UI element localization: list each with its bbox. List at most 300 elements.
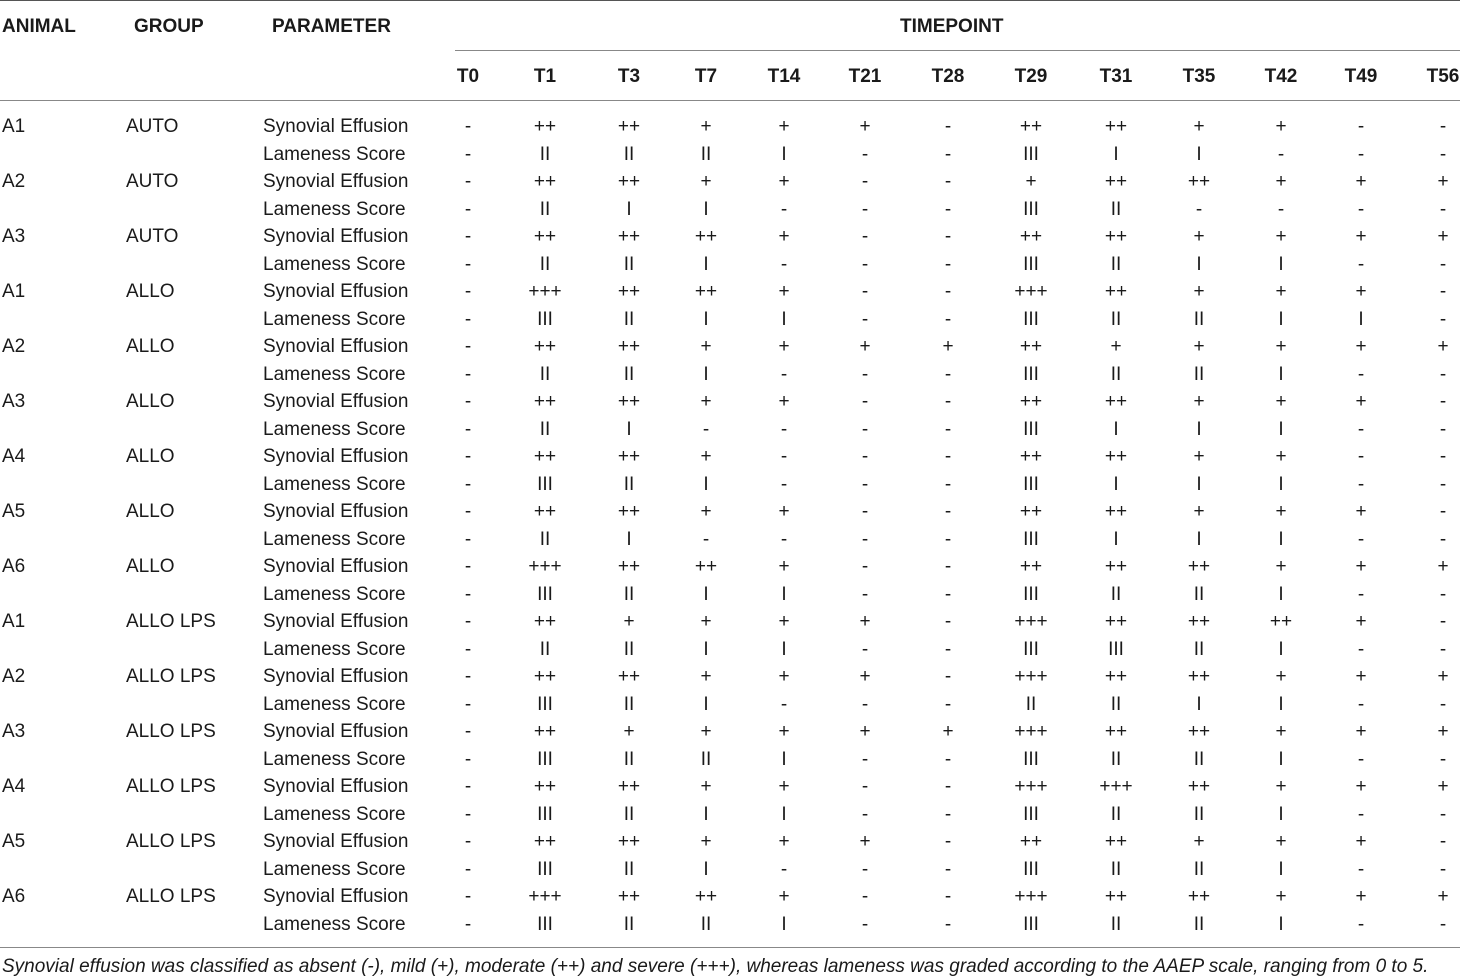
value-cell: II — [1193, 583, 1205, 605]
value-cell: II — [1110, 858, 1122, 880]
value-cell: III — [1023, 528, 1039, 550]
value-cell: - — [861, 803, 869, 825]
value-cell: - — [861, 501, 869, 522]
value-cell: III — [1023, 913, 1039, 935]
value-cell: II — [623, 693, 635, 715]
value-cell: - — [1439, 803, 1447, 825]
value-cell: I — [781, 583, 787, 605]
value-cell: III — [1023, 748, 1039, 770]
value-cell: +++ — [1099, 776, 1133, 797]
value-cell: III — [1108, 638, 1124, 660]
value-cell: + — [700, 171, 712, 192]
value-cell: III — [1023, 363, 1039, 385]
value-cell: - — [861, 886, 869, 907]
value-cell: + — [1275, 336, 1287, 357]
value-cell: + — [1275, 831, 1287, 852]
value-cell: - — [464, 336, 472, 357]
value-cell: - — [861, 528, 869, 550]
value-cell: ++ — [617, 776, 641, 797]
value-cell: - — [464, 748, 472, 770]
value-cell: - — [944, 446, 952, 467]
value-cell: - — [780, 253, 788, 275]
value-cell: - — [944, 473, 952, 495]
value-cell: + — [700, 501, 712, 522]
value-cell: - — [1439, 748, 1447, 770]
value-cell: - — [464, 281, 472, 302]
parameter-cell: Lameness Score — [263, 913, 406, 935]
value-cell: - — [464, 666, 472, 687]
table-row — [0, 361, 1460, 389]
value-cell: - — [464, 721, 472, 742]
parameter-cell: Synovial Effusion — [263, 611, 409, 632]
value-cell: I — [1278, 748, 1284, 770]
table-row — [0, 251, 1460, 279]
value-cell: + — [1437, 776, 1449, 797]
value-cell: + — [1275, 886, 1287, 907]
value-cell: + — [1193, 831, 1205, 852]
parameter-cell: Lameness Score — [263, 638, 406, 660]
value-cell: ++ — [617, 886, 641, 907]
table-row — [0, 828, 1460, 856]
value-cell: I — [781, 638, 787, 660]
timepoint-header: T7 — [694, 66, 718, 87]
value-cell: + — [778, 886, 790, 907]
value-cell: I — [1358, 308, 1364, 330]
value-cell: - — [464, 226, 472, 247]
value-cell: II — [1110, 308, 1122, 330]
value-cell: ++ — [1104, 556, 1128, 577]
value-cell: II — [623, 473, 635, 495]
value-cell: II — [700, 748, 712, 770]
value-cell: + — [700, 446, 712, 467]
value-cell: - — [464, 473, 472, 495]
value-cell: II — [700, 913, 712, 935]
value-cell: II — [539, 418, 551, 440]
value-cell: - — [780, 473, 788, 495]
value-cell: + — [942, 336, 954, 357]
animal-cell: A3 — [2, 721, 26, 742]
value-cell: + — [1437, 226, 1449, 247]
value-cell: ++ — [533, 611, 557, 632]
value-cell: - — [1357, 143, 1365, 165]
value-cell: - — [1439, 611, 1447, 632]
value-cell: + — [1275, 501, 1287, 522]
value-cell: - — [1195, 198, 1203, 220]
group-cell: ALLO — [126, 556, 175, 577]
value-cell: - — [1439, 116, 1447, 137]
parameter-cell: Lameness Score — [263, 748, 406, 770]
value-cell: ++ — [694, 281, 718, 302]
timepoint-header: T1 — [533, 66, 557, 87]
value-cell: + — [1193, 116, 1205, 137]
value-cell: II — [623, 748, 635, 770]
value-cell: I — [1278, 363, 1284, 385]
value-cell: III — [537, 473, 553, 495]
table-bottom-rule — [0, 947, 1460, 948]
value-cell: - — [944, 143, 952, 165]
value-cell: II — [539, 253, 551, 275]
value-cell: - — [464, 418, 472, 440]
value-cell: + — [859, 831, 871, 852]
parameter-cell: Synovial Effusion — [263, 556, 409, 577]
group-cell: ALLO — [126, 336, 175, 357]
group-cell: ALLO LPS — [126, 776, 216, 797]
value-cell: + — [623, 611, 635, 632]
value-cell: II — [623, 638, 635, 660]
group-cell: ALLO LPS — [126, 831, 216, 852]
table-row — [0, 883, 1460, 911]
value-cell: - — [1439, 858, 1447, 880]
value-cell: II — [1110, 583, 1122, 605]
value-cell: - — [1439, 198, 1447, 220]
value-cell: - — [944, 363, 952, 385]
value-cell: + — [778, 391, 790, 412]
value-cell: I — [703, 803, 709, 825]
timepoint-header: T29 — [1014, 66, 1048, 87]
value-cell: - — [1439, 913, 1447, 935]
value-cell: + — [1193, 281, 1205, 302]
timepoint-header: T14 — [767, 66, 801, 87]
value-cell: I — [1278, 858, 1284, 880]
value-cell: ++ — [617, 831, 641, 852]
value-cell: ++ — [1104, 116, 1128, 137]
animal-cell: A1 — [2, 611, 26, 632]
value-cell: - — [464, 611, 472, 632]
value-cell: - — [861, 776, 869, 797]
value-cell: II — [1193, 308, 1205, 330]
timepoint-header: T31 — [1099, 66, 1133, 87]
value-cell: III — [1023, 583, 1039, 605]
value-cell: II — [1110, 803, 1122, 825]
value-cell: ++ — [617, 281, 641, 302]
value-cell: + — [859, 116, 871, 137]
value-cell: ++ — [617, 336, 641, 357]
timepoint-header: T56 — [1426, 66, 1460, 87]
value-cell: + — [1275, 226, 1287, 247]
value-cell: - — [861, 253, 869, 275]
value-cell: + — [1355, 171, 1367, 192]
value-cell: + — [1193, 501, 1205, 522]
value-cell: I — [703, 473, 709, 495]
parameter-cell: Lameness Score — [263, 253, 406, 275]
animal-cell: A3 — [2, 226, 26, 247]
value-cell: ++ — [694, 556, 718, 577]
animal-cell: A6 — [2, 886, 26, 907]
timepoint-header: T3 — [617, 66, 641, 87]
timepoint-header: T42 — [1264, 66, 1298, 87]
value-cell: - — [1439, 528, 1447, 550]
value-cell: I — [1196, 143, 1202, 165]
animal-cell: A5 — [2, 501, 26, 522]
value-cell: ++ — [1104, 226, 1128, 247]
value-cell: + — [778, 721, 790, 742]
value-cell: II — [623, 253, 635, 275]
value-cell: ++ — [1019, 446, 1043, 467]
top-rule — [0, 0, 1460, 1]
value-cell: + — [1275, 281, 1287, 302]
value-cell: I — [1196, 473, 1202, 495]
value-cell: + — [1275, 721, 1287, 742]
header-animal: ANIMAL — [2, 16, 76, 37]
value-cell: II — [623, 803, 635, 825]
value-cell: + — [1355, 666, 1367, 687]
value-cell: ++ — [1187, 171, 1211, 192]
value-cell: - — [861, 226, 869, 247]
value-cell: - — [1357, 638, 1365, 660]
value-cell: + — [1355, 556, 1367, 577]
value-cell: ++ — [1104, 666, 1128, 687]
value-cell: - — [944, 391, 952, 412]
value-cell: - — [861, 858, 869, 880]
table-row — [0, 856, 1460, 884]
value-cell: II — [1193, 363, 1205, 385]
value-cell: +++ — [1014, 281, 1048, 302]
value-cell: I — [1278, 638, 1284, 660]
value-cell: ++ — [533, 226, 557, 247]
value-cell: II — [1110, 693, 1122, 715]
parameter-cell: Synovial Effusion — [263, 281, 409, 302]
value-cell: - — [1439, 831, 1447, 852]
value-cell: - — [464, 171, 472, 192]
value-cell: +++ — [1014, 721, 1048, 742]
value-cell: + — [1437, 721, 1449, 742]
value-cell: I — [703, 638, 709, 660]
value-cell: II — [623, 308, 635, 330]
value-cell: - — [861, 363, 869, 385]
value-cell: ++ — [1019, 556, 1043, 577]
value-cell: II — [1110, 913, 1122, 935]
value-cell: + — [1275, 776, 1287, 797]
value-cell: - — [464, 528, 472, 550]
parameter-cell: Synovial Effusion — [263, 666, 409, 687]
value-cell: ++ — [1269, 611, 1293, 632]
table-row — [0, 141, 1460, 169]
value-cell: - — [944, 886, 952, 907]
parameter-cell: Synovial Effusion — [263, 336, 409, 357]
value-cell: II — [539, 143, 551, 165]
parameter-cell: Lameness Score — [263, 198, 406, 220]
value-cell: ++ — [1187, 886, 1211, 907]
value-cell: - — [944, 308, 952, 330]
value-cell: - — [1439, 418, 1447, 440]
value-cell: + — [1355, 831, 1367, 852]
parameter-cell: Lameness Score — [263, 418, 406, 440]
value-cell: I — [1196, 528, 1202, 550]
value-cell: - — [944, 858, 952, 880]
value-cell: + — [778, 226, 790, 247]
header-timepoint: TIMEPOINT — [900, 16, 1004, 37]
value-cell: II — [539, 528, 551, 550]
value-cell: - — [1357, 116, 1365, 137]
value-cell: - — [464, 391, 472, 412]
value-cell: + — [700, 721, 712, 742]
value-cell: + — [700, 666, 712, 687]
value-cell: ++ — [533, 446, 557, 467]
value-cell: - — [1357, 803, 1365, 825]
value-cell: - — [1277, 143, 1285, 165]
value-cell: II — [623, 858, 635, 880]
value-cell: I — [1113, 473, 1119, 495]
parameter-cell: Synovial Effusion — [263, 886, 409, 907]
value-cell: - — [944, 913, 952, 935]
footnote: Synovial effusion was classified as absent (-), mild (+), moderate (++) and severe (+++), whereas lameness was graded according to the AAEP scale, ranging from 0 to 5. — [2, 956, 1429, 977]
value-cell: ++ — [617, 226, 641, 247]
group-cell: ALLO LPS — [126, 666, 216, 687]
value-cell: I — [781, 308, 787, 330]
value-cell: - — [1357, 363, 1365, 385]
timepoint-header: T35 — [1182, 66, 1216, 87]
value-cell: + — [778, 336, 790, 357]
value-cell: + — [778, 611, 790, 632]
value-cell: - — [944, 253, 952, 275]
value-cell: I — [703, 198, 709, 220]
value-cell: - — [1439, 363, 1447, 385]
table-row — [0, 553, 1460, 581]
value-cell: I — [1278, 528, 1284, 550]
value-cell: +++ — [1014, 776, 1048, 797]
value-cell: III — [537, 803, 553, 825]
value-cell: - — [944, 583, 952, 605]
parameter-cell: Lameness Score — [263, 363, 406, 385]
value-cell: III — [537, 693, 553, 715]
value-cell: - — [861, 556, 869, 577]
header-parameter: PARAMETER — [272, 16, 391, 37]
value-cell: - — [861, 693, 869, 715]
value-cell: - — [944, 776, 952, 797]
value-cell: - — [944, 638, 952, 660]
value-cell: - — [944, 693, 952, 715]
value-cell: - — [1357, 748, 1365, 770]
timepoint-header: T28 — [931, 66, 965, 87]
value-cell: + — [778, 171, 790, 192]
value-cell: - — [1439, 473, 1447, 495]
table-row — [0, 471, 1460, 499]
value-cell: I — [1196, 693, 1202, 715]
value-cell: - — [702, 528, 710, 550]
value-cell: I — [1278, 693, 1284, 715]
value-cell: + — [1275, 116, 1287, 137]
animal-cell: A4 — [2, 776, 26, 797]
group-cell: AUTO — [126, 226, 179, 247]
animal-cell: A2 — [2, 666, 26, 687]
table-row — [0, 223, 1460, 251]
value-cell: + — [1437, 666, 1449, 687]
value-cell: + — [1025, 171, 1037, 192]
value-cell: + — [1193, 391, 1205, 412]
value-cell: - — [1357, 913, 1365, 935]
value-cell: + — [1355, 721, 1367, 742]
value-cell: + — [778, 556, 790, 577]
value-cell: I — [703, 253, 709, 275]
value-cell: + — [1355, 611, 1367, 632]
value-cell: II — [539, 198, 551, 220]
table-row — [0, 306, 1460, 334]
value-cell: II — [539, 638, 551, 660]
value-cell: + — [700, 611, 712, 632]
value-cell: ++ — [617, 116, 641, 137]
value-cell: - — [464, 638, 472, 660]
timepoint-rule — [455, 50, 1460, 51]
group-cell: ALLO — [126, 391, 175, 412]
value-cell: II — [623, 913, 635, 935]
value-cell: - — [944, 418, 952, 440]
value-cell: - — [1277, 198, 1285, 220]
value-cell: I — [1278, 418, 1284, 440]
value-cell: - — [861, 171, 869, 192]
animal-cell: A5 — [2, 831, 26, 852]
value-cell: ++ — [533, 116, 557, 137]
value-cell: - — [464, 693, 472, 715]
value-cell: - — [944, 748, 952, 770]
table-row — [0, 691, 1460, 719]
parameter-cell: Synovial Effusion — [263, 776, 409, 797]
value-cell: - — [780, 418, 788, 440]
value-cell: ++ — [533, 171, 557, 192]
value-cell: - — [780, 528, 788, 550]
table-row — [0, 278, 1460, 306]
value-cell: - — [1439, 583, 1447, 605]
value-cell: - — [944, 803, 952, 825]
value-cell: II — [1193, 748, 1205, 770]
value-cell: - — [944, 831, 952, 852]
value-cell: ++ — [1019, 391, 1043, 412]
value-cell: - — [861, 748, 869, 770]
value-cell: II — [623, 363, 635, 385]
animal-cell: A1 — [2, 281, 26, 302]
group-cell: ALLO LPS — [126, 611, 216, 632]
value-cell: +++ — [1014, 666, 1048, 687]
parameter-cell: Synovial Effusion — [263, 446, 409, 467]
value-cell: I — [626, 418, 632, 440]
value-cell: ++ — [1187, 776, 1211, 797]
value-cell: I — [781, 143, 787, 165]
parameter-cell: Synovial Effusion — [263, 226, 409, 247]
value-cell: ++ — [1104, 886, 1128, 907]
value-cell: + — [1355, 336, 1367, 357]
table-row — [0, 333, 1460, 361]
value-cell: III — [537, 748, 553, 770]
value-cell: - — [861, 391, 869, 412]
value-cell: + — [1437, 556, 1449, 577]
value-cell: - — [944, 226, 952, 247]
value-cell: - — [780, 693, 788, 715]
value-cell: ++ — [1187, 556, 1211, 577]
group-cell: ALLO — [126, 281, 175, 302]
value-cell: - — [780, 198, 788, 220]
value-cell: - — [464, 363, 472, 385]
value-cell: + — [859, 666, 871, 687]
animal-cell: A1 — [2, 116, 26, 137]
value-cell: ++ — [617, 556, 641, 577]
value-cell: - — [464, 501, 472, 522]
value-cell: I — [1278, 913, 1284, 935]
value-cell: II — [1193, 858, 1205, 880]
value-cell: + — [1355, 391, 1367, 412]
parameter-cell: Synovial Effusion — [263, 116, 409, 137]
value-cell: II — [623, 143, 635, 165]
value-cell: ++ — [617, 171, 641, 192]
value-cell: + — [1437, 886, 1449, 907]
table-row — [0, 911, 1460, 939]
value-cell: - — [464, 886, 472, 907]
value-cell: ++ — [617, 391, 641, 412]
value-cell: + — [859, 611, 871, 632]
parameter-cell: Lameness Score — [263, 693, 406, 715]
value-cell: II — [1110, 198, 1122, 220]
value-cell: ++ — [533, 831, 557, 852]
value-cell: + — [700, 391, 712, 412]
value-cell: I — [703, 363, 709, 385]
